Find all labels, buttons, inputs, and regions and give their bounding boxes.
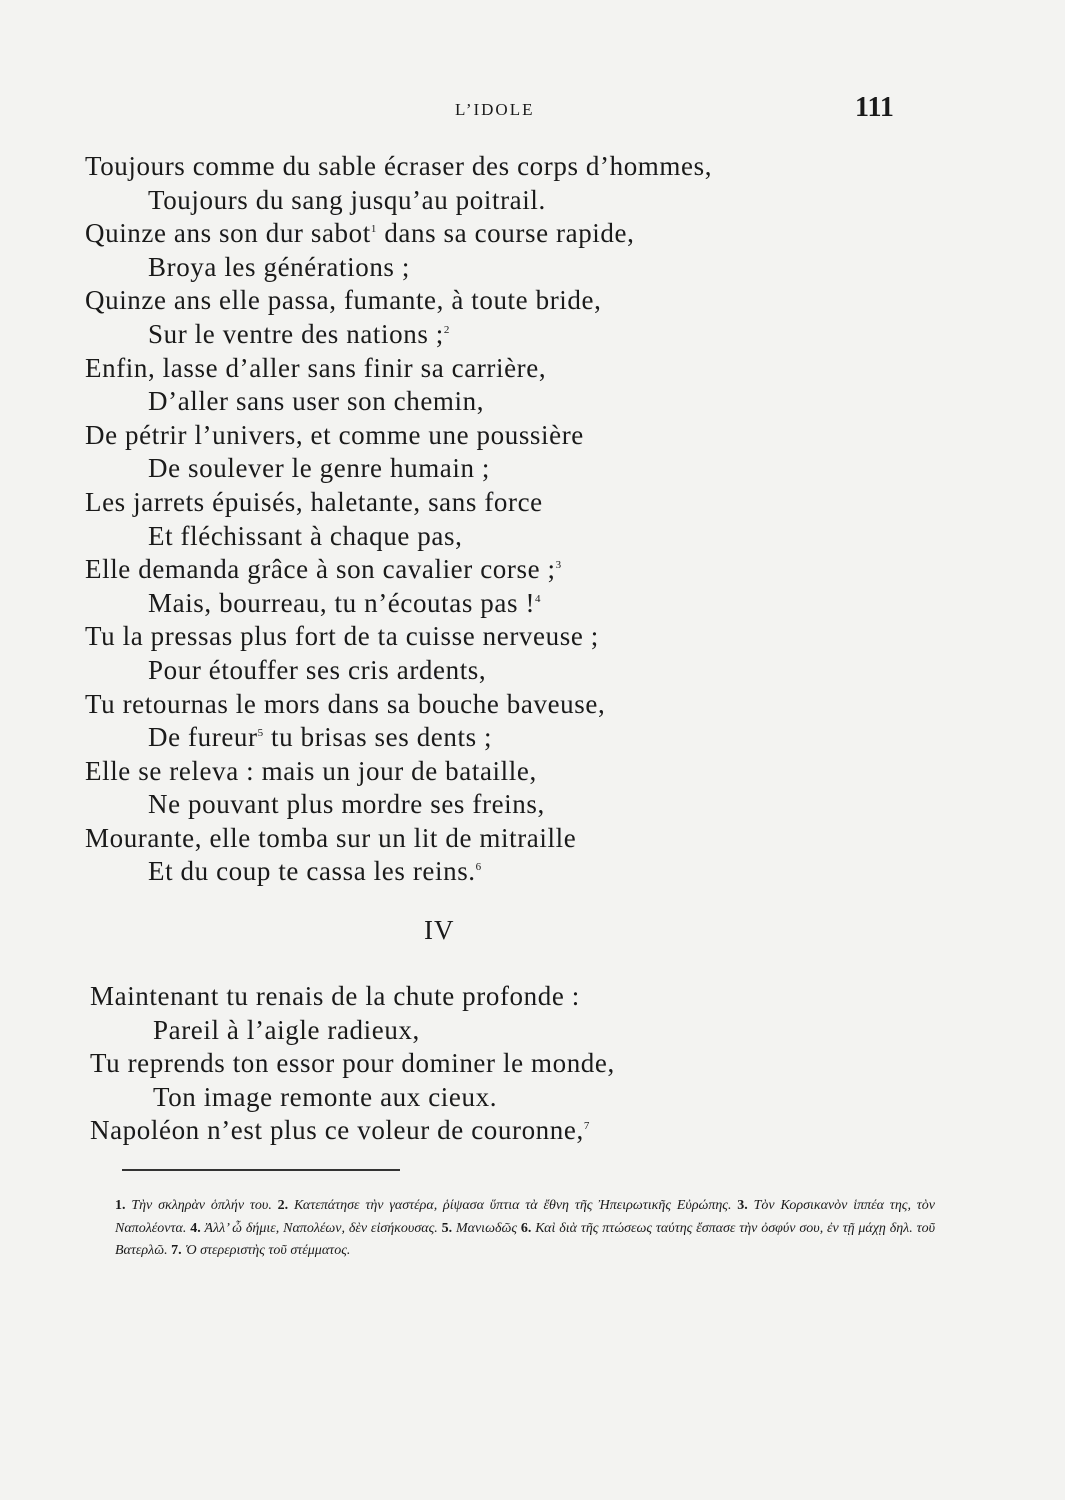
verse-line: [85, 755, 712, 789]
footnote-marker[interactable]: 5: [257, 727, 264, 740]
footnote-marker[interactable]: 6: [475, 861, 482, 874]
verse-text: Pareil à l’aigle radieux,: [153, 1014, 420, 1045]
verse-text-continued: tu brisas ses dents ;: [263, 722, 493, 753]
footnote-number: 1.: [115, 1198, 126, 1213]
running-title: L’IDOLE: [455, 100, 535, 119]
section-numeral: IV: [424, 915, 455, 945]
verse-line: [85, 721, 712, 755]
verse-text: Toujours comme du sable écraser des corps d’hommes,: [85, 151, 713, 181]
footnote-rule: [122, 1169, 400, 1171]
verse-line: [85, 284, 712, 318]
page-number: 111: [855, 92, 894, 123]
verse-text: Et du coup te cassa les reins.: [148, 856, 476, 887]
verse-text: Tu la pressas plus fort de ta cuisse nerveuse ;: [85, 621, 599, 652]
verse-text-continued: dans sa course rapide,: [376, 218, 635, 249]
verse-text: Ton image remonte aux cieux.: [153, 1081, 498, 1112]
verse-line: [85, 150, 712, 184]
verse-text: Les jarrets épuisés, haletante, sans force: [85, 486, 543, 517]
verse-text: Sur le ventre des nations ;: [148, 318, 444, 349]
verse-text: Tu reprends ton essor pour dominer le monde,: [90, 1048, 615, 1079]
verse-text: Quinze ans son dur sabot: [85, 218, 371, 249]
verse-text: De pétrir l’univers, et comme une poussière: [85, 419, 584, 450]
verse-line: [85, 855, 712, 889]
verse-line: [85, 688, 712, 722]
footnote-text: Ὁ στερεριστὴς τοῦ στέμματος.: [181, 1243, 351, 1258]
verse-line: [85, 520, 712, 554]
verse-line: [90, 1047, 615, 1081]
verse-line: [90, 980, 615, 1014]
verse-line: [85, 251, 712, 285]
footnote-marker[interactable]: 1: [370, 223, 377, 236]
verse-text: Et fléchissant à chaque pas,: [148, 520, 463, 551]
footnote-marker[interactable]: 3: [555, 559, 562, 572]
footnote-text: Καὶ διὰ τῆς πτώσεως ταύτης ἔσπασε τὴν ὀσφύν σου, ἐν τῇ μάχῃ δηλ. τοῦ Βατερλῶ.: [115, 1220, 936, 1258]
footnote-marker[interactable]: 7: [583, 1120, 590, 1133]
verse-line: [85, 184, 712, 218]
verse-text: Broya les générations ;: [148, 251, 410, 282]
footnote-number: 3.: [737, 1198, 748, 1213]
footnote-number: 7.: [171, 1243, 182, 1258]
footnote-text: Ἀλλ’ ὦ δήμιε, Ναπολέων, δὲν εἰσήκουσας.: [200, 1220, 442, 1236]
verse-line: [85, 788, 712, 822]
verse-line: [90, 1114, 615, 1148]
verse-text: Quinze ans elle passa, fumante, à toute bride,: [85, 285, 602, 316]
verse-line: [85, 822, 712, 856]
footnote-text: Κατεπάτησε τὴν γαστέρα, ῥίψασα ὕπτια τὰ ἔθνη τῆς Ἠπειρωτικῆς Εὐρώπης.: [288, 1198, 738, 1213]
verse-line: [85, 452, 712, 486]
verse-text: Maintenant tu renais de la chute profonde :: [90, 981, 580, 1011]
footnote-number: 5.: [441, 1220, 453, 1236]
verse-text: Toujours du sang jusqu’au poitrail.: [148, 184, 546, 215]
verse-line: [85, 654, 712, 688]
poem-stanza-1: [85, 150, 712, 889]
verse-text: D’aller sans user son chemin,: [148, 386, 485, 417]
footnote-marker[interactable]: 4: [535, 592, 542, 605]
verse-text: Ne pouvant plus mordre ses freins,: [148, 789, 545, 820]
verse-line: [85, 486, 712, 520]
footnote-text: Μανιωδῶς: [452, 1220, 521, 1236]
footnote-text: Τὴν σκληρὰν ὁπλήν του.: [125, 1198, 278, 1213]
verse-line: [90, 1081, 615, 1115]
verse-line: [85, 620, 712, 654]
footnote-number: 4.: [190, 1220, 201, 1236]
verse-text: Elle demanda grâce à son cavalier corse ;: [85, 554, 556, 585]
verse-line: [85, 419, 712, 453]
verse-text: De fureur: [148, 722, 258, 753]
footnotes: [115, 1195, 935, 1263]
verse-text: Enfin, lasse d’aller sans finir sa carrière,: [85, 352, 547, 383]
poem-stanza-2: [90, 980, 615, 1148]
footnote-number: 6.: [520, 1220, 532, 1236]
verse-text: Pour étouffer ses cris ardents,: [148, 654, 487, 685]
verse-line: [85, 553, 712, 587]
verse-text: De soulever le genre humain ;: [148, 453, 491, 484]
verse-line: [85, 352, 712, 386]
verse-text: Tu retournas le mors dans sa bouche baveuse,: [85, 688, 606, 719]
verse-line: [85, 385, 712, 419]
verse-text: Napoléon n’est plus ce voleur de couronne,: [90, 1115, 584, 1146]
footnote-number: 2.: [277, 1198, 289, 1213]
footnote-text: Τὸν Κορσικανὸν ἱππέα της, τὸν Ναπολέοντα.: [115, 1198, 935, 1236]
verse-line: [85, 217, 712, 251]
verse-line: [90, 1014, 615, 1048]
verse-text: Mais, bourreau, tu n’écoutas pas !: [148, 587, 536, 618]
verse-text: Elle se releva : mais un jour de bataille,: [85, 755, 537, 786]
verse-text: Mourante, elle tomba sur un lit de mitraille: [85, 822, 577, 853]
footnote-marker[interactable]: 2: [443, 323, 450, 336]
verse-line: [85, 587, 712, 621]
verse-line: [85, 318, 712, 352]
